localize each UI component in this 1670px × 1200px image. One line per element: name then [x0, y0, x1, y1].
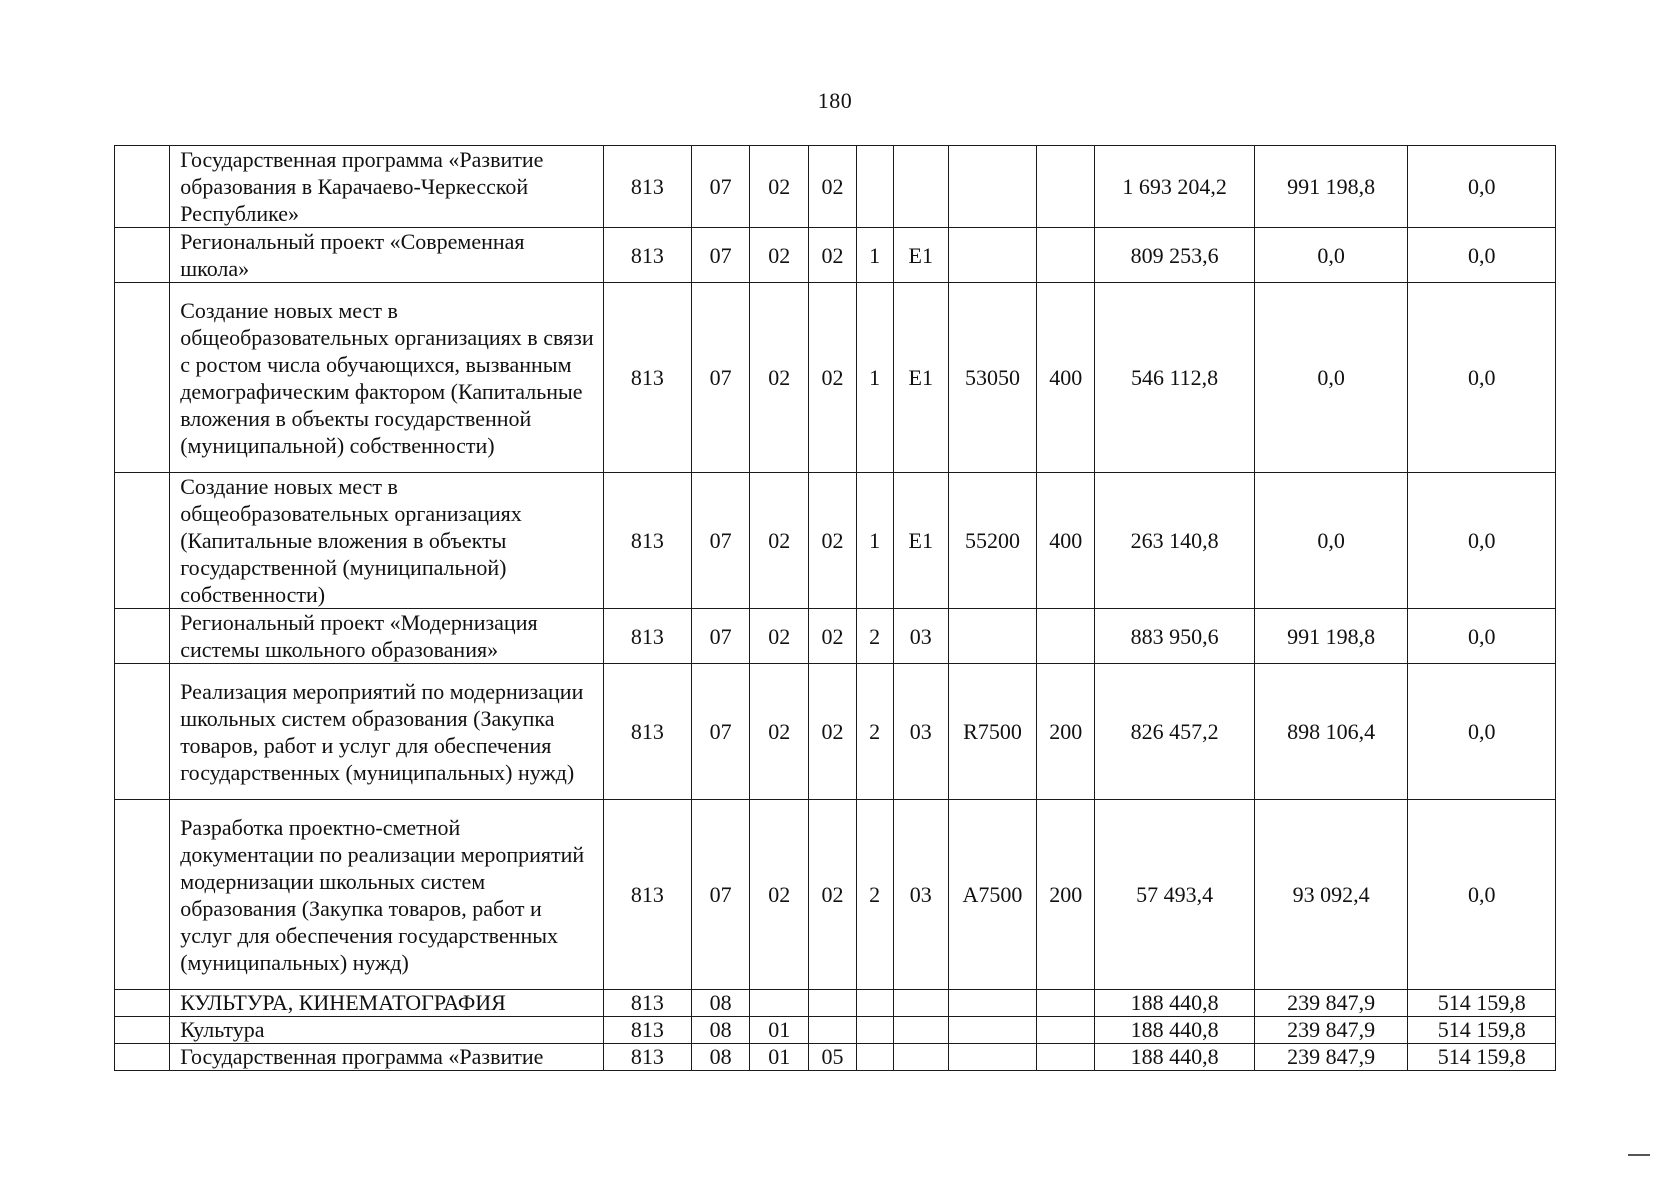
subsection-code: 01 — [750, 1017, 809, 1044]
table-row — [115, 146, 1556, 228]
program-code: 02 — [809, 283, 856, 473]
expense-type-code — [1037, 1017, 1095, 1044]
section-code: 07 — [691, 283, 749, 473]
program-code: 02 — [809, 664, 856, 800]
section-code: 08 — [691, 1044, 749, 1071]
index-cell — [115, 283, 170, 473]
subsection-code: 02 — [750, 283, 809, 473]
amount-year-3: 514 159,8 — [1408, 990, 1556, 1017]
amount-year-2: 991 198,8 — [1254, 146, 1408, 228]
amount-year-1: 188 440,8 — [1095, 990, 1255, 1017]
direction-code: 53050 — [948, 283, 1036, 473]
direction-code: R7500 — [948, 664, 1036, 800]
amount-year-1: 809 253,6 — [1095, 228, 1255, 283]
direction-code: A7500 — [948, 800, 1036, 990]
section-code: 07 — [691, 228, 749, 283]
amount-year-3: 514 159,8 — [1408, 1017, 1556, 1044]
table-row — [115, 473, 1556, 609]
amount-year-2: 991 198,8 — [1254, 609, 1408, 664]
expense-type-code: 400 — [1037, 473, 1095, 609]
project-code: E1 — [893, 473, 948, 609]
subprogram-code — [856, 146, 893, 228]
direction-code — [948, 228, 1036, 283]
program-code: 02 — [809, 146, 856, 228]
subprogram-code: 1 — [856, 283, 893, 473]
amount-year-3: 0,0 — [1408, 473, 1556, 609]
amount-year-2: 239 847,9 — [1254, 1017, 1408, 1044]
project-code: 03 — [893, 800, 948, 990]
ved-code: 813 — [603, 990, 691, 1017]
index-cell — [115, 800, 170, 990]
index-cell — [115, 664, 170, 800]
table-row — [115, 609, 1556, 664]
item-name: Создание новых мест в общеобразовательных организациях в связи с ростом числа обучающихся, вызванным демографическим фактором (Капитальные вложения в объекты государственной (муниципальной) собственности) — [170, 283, 604, 473]
direction-code — [948, 146, 1036, 228]
amount-year-3: 514 159,8 — [1408, 1044, 1556, 1071]
table-row — [115, 990, 1556, 1017]
amount-year-2: 0,0 — [1254, 283, 1408, 473]
subprogram-code — [856, 1044, 893, 1071]
direction-code — [948, 609, 1036, 664]
amount-year-1: 188 440,8 — [1095, 1044, 1255, 1071]
index-cell — [115, 473, 170, 609]
ved-code: 813 — [603, 473, 691, 609]
program-code: 02 — [809, 800, 856, 990]
ved-code: 813 — [603, 664, 691, 800]
amount-year-1: 546 112,8 — [1095, 283, 1255, 473]
page-number: 180 — [817, 88, 853, 113]
program-code — [809, 990, 856, 1017]
ved-code: 813 — [603, 146, 691, 228]
item-name: Культура — [170, 1017, 604, 1044]
section-code: 07 — [691, 609, 749, 664]
project-code — [893, 1044, 948, 1071]
index-cell — [115, 1017, 170, 1044]
amount-year-3: 0,0 — [1408, 609, 1556, 664]
expense-type-code — [1037, 146, 1095, 228]
project-code — [893, 146, 948, 228]
section-code: 07 — [691, 146, 749, 228]
amount-year-1: 57 493,4 — [1095, 800, 1255, 990]
scan-mark — [1628, 1154, 1650, 1156]
section-code: 07 — [691, 664, 749, 800]
subprogram-code: 2 — [856, 664, 893, 800]
table-row — [115, 228, 1556, 283]
amount-year-1: 1 693 204,2 — [1095, 146, 1255, 228]
item-name: Государственная программа «Развитие — [170, 1044, 604, 1071]
expense-type-code: 200 — [1037, 664, 1095, 800]
subsection-code — [750, 990, 809, 1017]
index-cell — [115, 146, 170, 228]
section-code: 07 — [691, 800, 749, 990]
ved-code: 813 — [603, 800, 691, 990]
section-code: 08 — [691, 990, 749, 1017]
expense-type-code: 200 — [1037, 800, 1095, 990]
direction-code — [948, 1017, 1036, 1044]
amount-year-1: 826 457,2 — [1095, 664, 1255, 800]
amount-year-3: 0,0 — [1408, 228, 1556, 283]
subprogram-code — [856, 1017, 893, 1044]
index-cell — [115, 228, 170, 283]
project-code — [893, 990, 948, 1017]
amount-year-1: 883 950,6 — [1095, 609, 1255, 664]
subsection-code: 02 — [750, 664, 809, 800]
program-code: 02 — [809, 609, 856, 664]
budget-table — [114, 145, 1556, 1071]
program-code: 02 — [809, 228, 856, 283]
program-code — [809, 1017, 856, 1044]
table-row — [115, 800, 1556, 990]
index-cell — [115, 609, 170, 664]
item-name: КУЛЬТУРА, КИНЕМАТОГРАФИЯ — [170, 990, 604, 1017]
program-code: 02 — [809, 473, 856, 609]
section-code: 08 — [691, 1017, 749, 1044]
amount-year-3: 0,0 — [1408, 146, 1556, 228]
expense-type-code: 400 — [1037, 283, 1095, 473]
item-name: Региональный проект «Модернизация системы школьного образования» — [170, 609, 604, 664]
table-row — [115, 1017, 1556, 1044]
table-row — [115, 664, 1556, 800]
ved-code: 813 — [603, 283, 691, 473]
amount-year-2: 239 847,9 — [1254, 990, 1408, 1017]
direction-code — [948, 1044, 1036, 1071]
amount-year-1: 188 440,8 — [1095, 1017, 1255, 1044]
subprogram-code: 1 — [856, 473, 893, 609]
table-row — [115, 283, 1556, 473]
project-code: 03 — [893, 664, 948, 800]
subsection-code: 02 — [750, 800, 809, 990]
item-name: Региональный проект «Современная школа» — [170, 228, 604, 283]
amount-year-2: 239 847,9 — [1254, 1044, 1408, 1071]
index-cell — [115, 1044, 170, 1071]
item-name: Разработка проектно-сметной документации по реализации мероприятий модернизации школьных систем образования (Закупка товаров, работ и услуг для обеспечения государственных (муниципальных) нужд) — [170, 800, 604, 990]
subprogram-code — [856, 990, 893, 1017]
expense-type-code — [1037, 609, 1095, 664]
subprogram-code: 2 — [856, 800, 893, 990]
direction-code — [948, 990, 1036, 1017]
ved-code: 813 — [603, 1044, 691, 1071]
amount-year-2: 0,0 — [1254, 228, 1408, 283]
ved-code: 813 — [603, 228, 691, 283]
amount-year-2: 93 092,4 — [1254, 800, 1408, 990]
amount-year-2: 0,0 — [1254, 473, 1408, 609]
expense-type-code — [1037, 228, 1095, 283]
project-code: E1 — [893, 283, 948, 473]
subsection-code: 02 — [750, 473, 809, 609]
amount-year-3: 0,0 — [1408, 283, 1556, 473]
subprogram-code: 1 — [856, 228, 893, 283]
amount-year-3: 0,0 — [1408, 664, 1556, 800]
expense-type-code — [1037, 1044, 1095, 1071]
subsection-code: 02 — [750, 609, 809, 664]
program-code: 05 — [809, 1044, 856, 1071]
subprogram-code: 2 — [856, 609, 893, 664]
item-name: Государственная программа «Развитие образования в Карачаево-Черкесской Республике» — [170, 146, 604, 228]
subsection-code: 01 — [750, 1044, 809, 1071]
expense-type-code — [1037, 990, 1095, 1017]
item-name: Создание новых мест в общеобразовательных организациях (Капитальные вложения в объекты государственной (муниципальной) собственности) — [170, 473, 604, 609]
amount-year-1: 263 140,8 — [1095, 473, 1255, 609]
index-cell — [115, 990, 170, 1017]
amount-year-3: 0,0 — [1408, 800, 1556, 990]
subsection-code: 02 — [750, 228, 809, 283]
table-row — [115, 1044, 1556, 1071]
section-code: 07 — [691, 473, 749, 609]
amount-year-2: 898 106,4 — [1254, 664, 1408, 800]
item-name: Реализация мероприятий по модернизации школьных систем образования (Закупка товаров, работ и услуг для обеспечения государственных (муниципальных) нужд) — [170, 664, 604, 800]
project-code: 03 — [893, 609, 948, 664]
subsection-code: 02 — [750, 146, 809, 228]
project-code: E1 — [893, 228, 948, 283]
project-code — [893, 1017, 948, 1044]
ved-code: 813 — [603, 609, 691, 664]
ved-code: 813 — [603, 1017, 691, 1044]
direction-code: 55200 — [948, 473, 1036, 609]
